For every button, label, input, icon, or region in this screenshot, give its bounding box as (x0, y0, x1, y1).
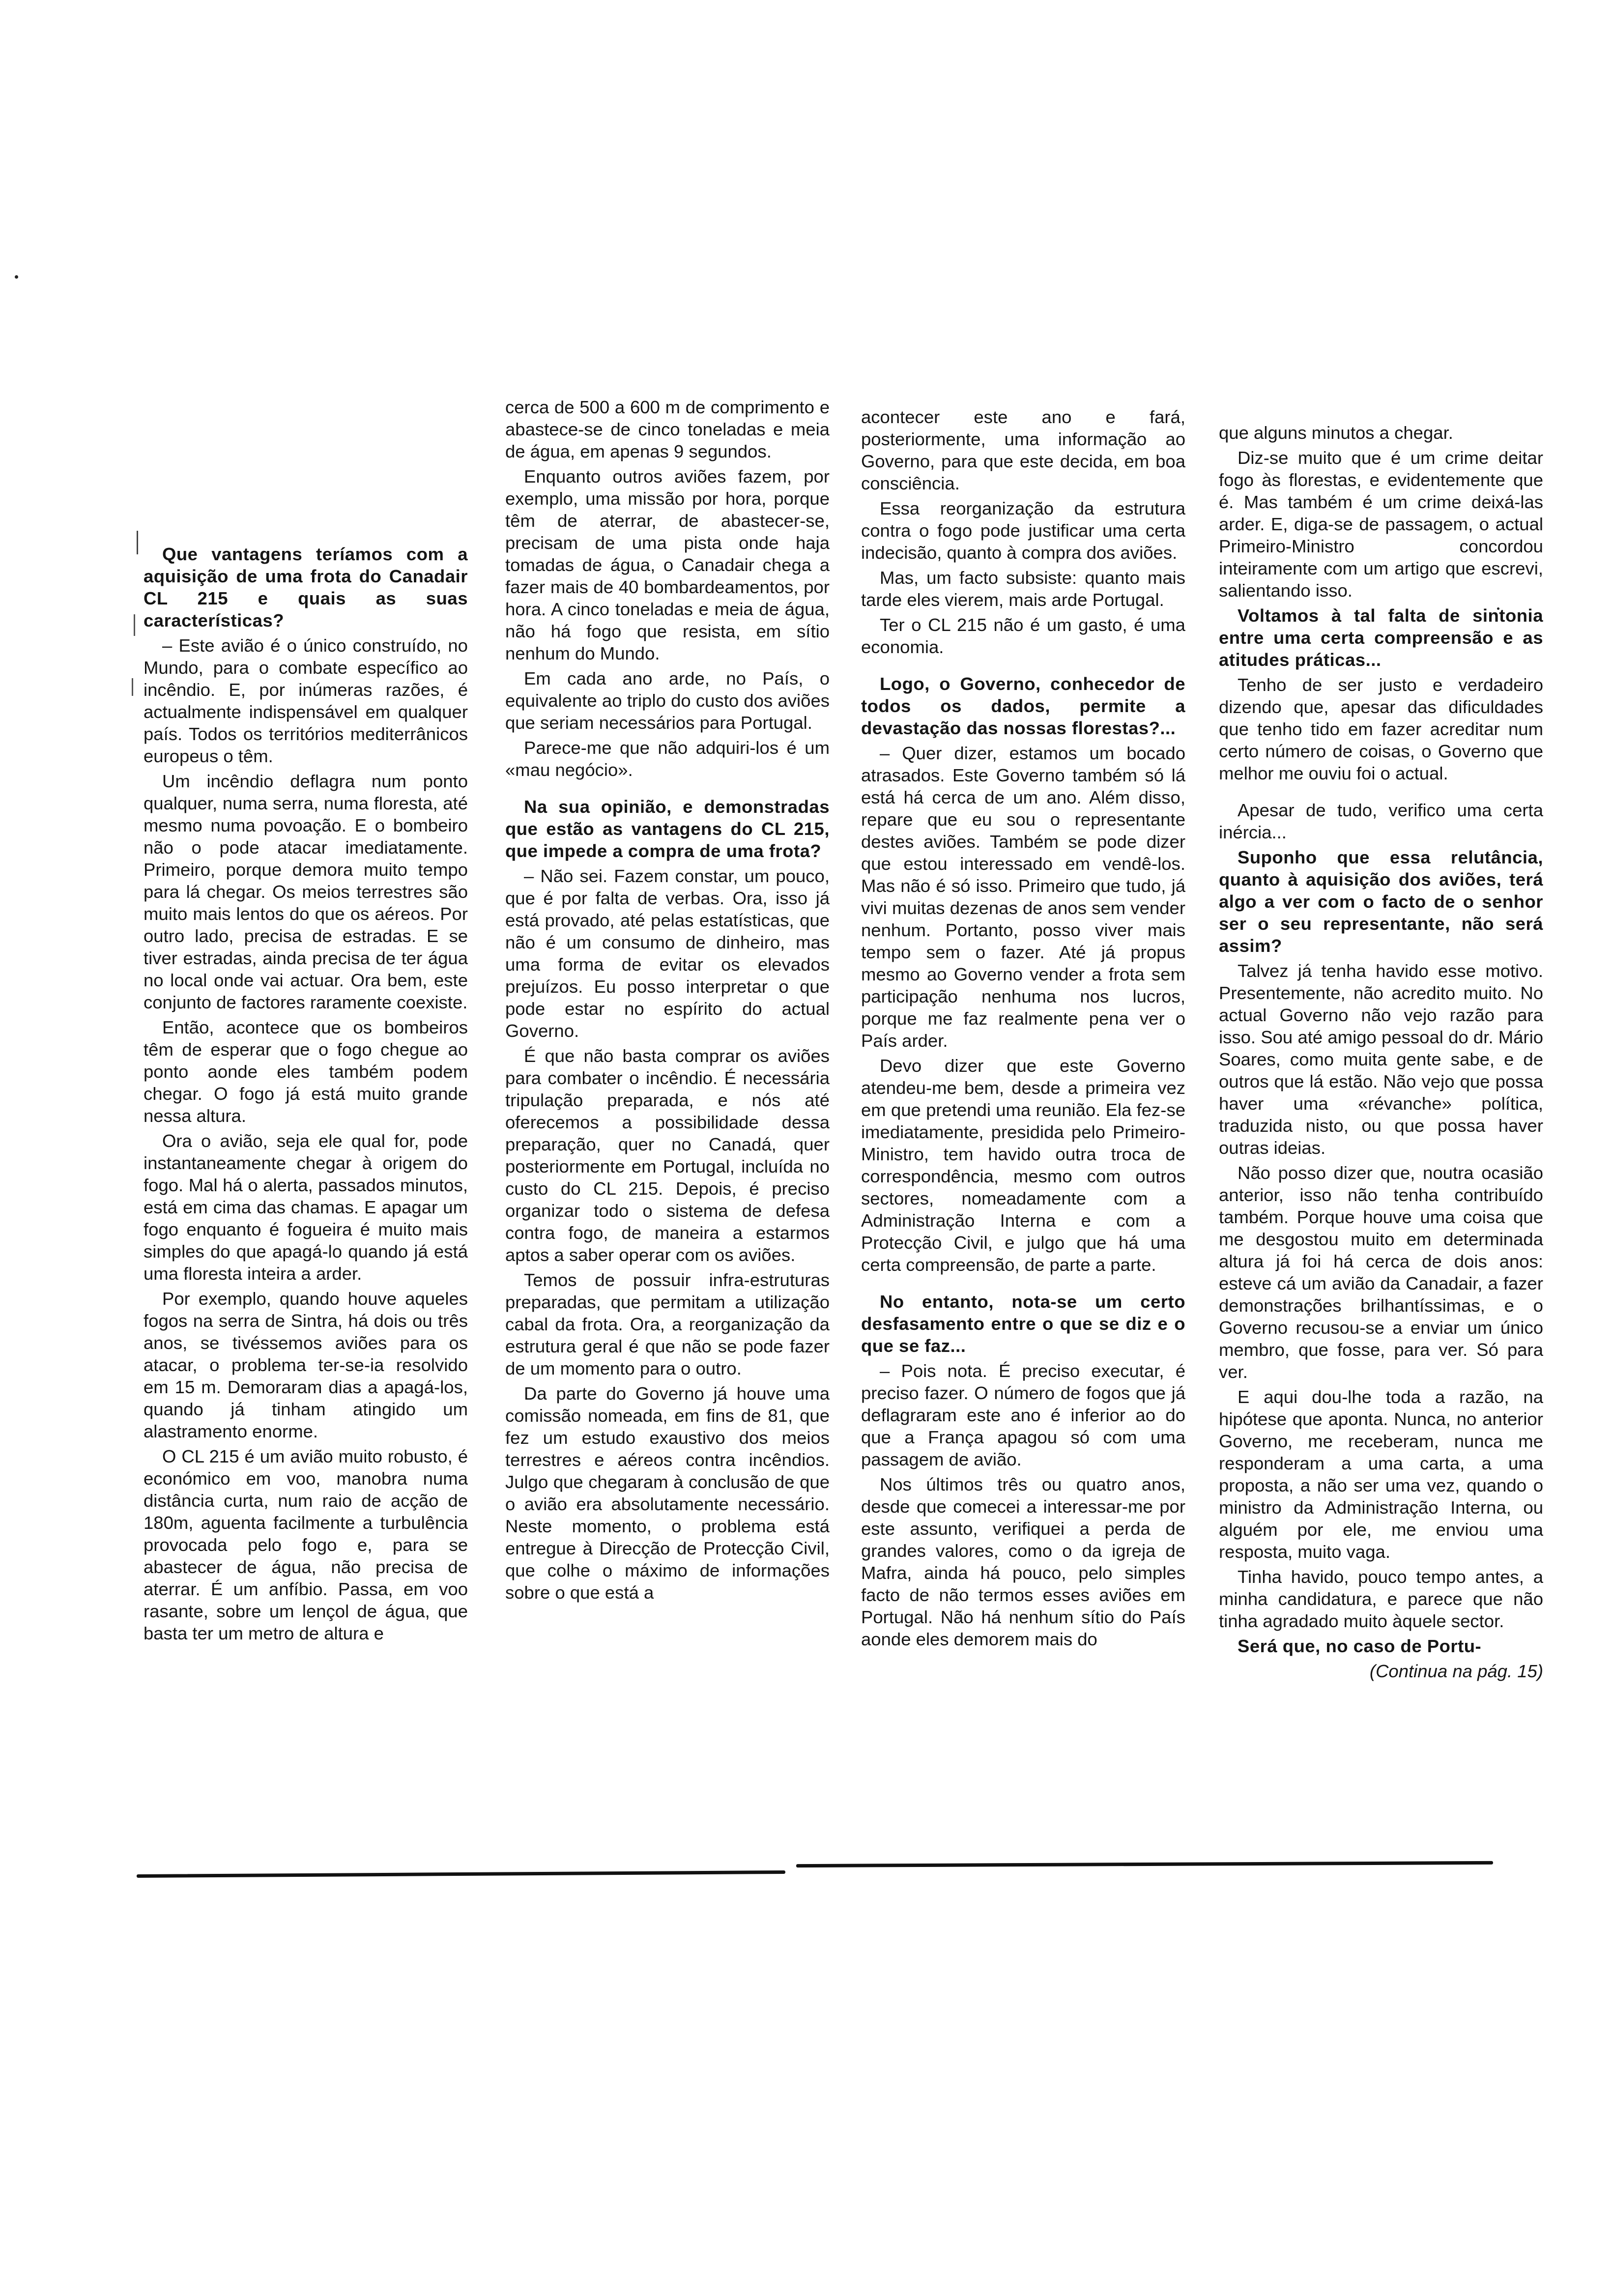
margin-mark (134, 614, 135, 636)
answer-paragraph: E aqui dou-lhe toda a razão, na hipótese que aponta. Nunca, no anterior Governo, me receberam, nunca me responderam a uma carta, a uma proposta, a não ser uma vez, quando o ministro da Administração Interna, ou alguém por ele, me enviou uma resposta, muito vaga. (1219, 1387, 1543, 1562)
answer-paragraph: Por exemplo, quando houve aqueles fogos na serra de Sintra, há dois ou três anos, se tivéssemos aviões para os atacar, o problema ter-se-ia resolvido em 15 m. Demoraram dias a apagá-los, quando já tinham atingido um alastramento enorme. (144, 1289, 468, 1441)
answer-paragraph: acontecer este ano e fará, posteriormente, uma informação ao Governo, para que este decida, em boa consciência. (861, 407, 1185, 493)
answer-paragraph: Um incêndio deflagra num ponto qualquer, numa serra, numa floresta, até mesmo numa povoação. E o bombeiro não o pode atacar imediatamente. Primeiro, porque demora muito tempo para lá chegar. Os meios terrestres são muito mais lentos do que os aéreos. Por outro lado, precisa de estradas. E se tiver estradas, ainda precisa de ter água no local onde vai actuar. Ora bem, este conjunto de factores raramente coexiste. (144, 771, 468, 1012)
answer-paragraph: Ter o CL 215 não é um gasto, é uma economia. (861, 615, 1185, 657)
answer-paragraph: Essa reorganização da estrutura contra o fogo pode justificar uma certa indecisão, quanto à compra dos aviões. (861, 498, 1185, 563)
interview-question: Voltamos à tal falta de sintonia entre uma certa compreensão e as atitudes práticas... (1219, 605, 1543, 670)
margin-mark (137, 531, 138, 554)
answer-paragraph: – Este avião é o único construído, no Mundo, para o combate específico ao incêndio. E, por inúmeras razões, é actualmente indispensável em qualquer país. Todos os territórios mediterrânicos europeus o têm. (144, 635, 468, 766)
answer-paragraph: – Não sei. Fazem constar, um pouco, que é por falta de verbas. Ora, isso já está provado, até pelas estatísticas, que não é um consumo de dinheiro, mas uma forma de evitar os elevados prejuízos. Eu posso interpretar o que pode estar no espírito do actual Governo. (505, 866, 830, 1041)
answer-paragraph: Enquanto outros aviões fazem, por exemplo, uma missão por hora, porque têm de aterrar, de abastecer-se, precisam de uma pista onde haja tomadas de água, o Canadair chega a fazer mais de 40 bombardeamentos, por hora. A cinco toneladas e meia de água, não há fogo que resista, em sítio nenhum do Mundo. (505, 466, 830, 663)
answer-paragraph: Da parte do Governo já houve uma comissão nomeada, em fins de 81, que fez um estudo exaustivo dos meios terrestres e aéreos contra incêndios. Julgo que chegaram à conclusão de que o avião era absolutamente necessário. Neste momento, o problema está entregue à Direcção de Protecção Civil, que colhe o máximo de informações sobre o que está a (505, 1383, 830, 1603)
answer-paragraph: Não posso dizer que, noutra ocasião anterior, isso não tenha contribuído também. Porque houve uma coisa que me desgostou muito em determinada altura já foi há cerca de dois anos: esteve cá um avião da Canadair, a fazer demonstrações brilhantíssimas, e o Governo recusou-se a enviar um único membro, que fosse, para ver. Só para ver. (1219, 1163, 1543, 1382)
answer-paragraph: Tinha havido, pouco tempo antes, a minha candidatura, e parece que não tinha agradado muito àquele sector. (1219, 1567, 1543, 1631)
answer-paragraph: cerca de 500 a 600 m de comprimento e abastece-se de cinco toneladas e meia de água, em apenas 9 segundos. (505, 397, 830, 461)
answer-paragraph: Devo dizer que este Governo atendeu-me bem, desde a primeira vez em que pretendi uma reunião. Ela fez-se imediatamente, presidida pelo Primeiro-Ministro, tem havido outra troca de correspondência, mesmo com outros sectores, nomeadamente com a Administração Interna e com a Protecção Civil, e julgo que há uma certa compreensão, de parte a parte. (861, 1056, 1185, 1275)
continuation-note: (Continua na pág. 15) (1369, 1661, 1543, 1681)
interview-question: Na sua opinião, e demonstradas que estão as vantagens do CL 215, que impede a compra de uma frota? (505, 797, 830, 861)
answer-paragraph: Temos de possuir infra-estruturas preparadas, que permitam a utilização cabal da frota. Ora, a reorganização da estrutura geral é que não se pode fazer de um momento para o outro. (505, 1270, 830, 1378)
interview-question: Será que, no caso de Portu- (1238, 1636, 1482, 1656)
answer-paragraph: Diz-se muito que é um crime deitar fogo às florestas, e evidentemente que é. Mas também é um crime deixá-las arder. E, diga-se de passagem, o actual Primeiro-Ministro concordou inteiramente com um artigo que escrevi, salientando isso. (1219, 448, 1543, 601)
answer-paragraph: que alguns minutos a chegar. (1219, 423, 1453, 443)
answer-paragraph: Tenho de ser justo e verdadeiro dizendo que, apesar das dificuldades que tenho tido em fazer acreditar num certo número de coisas, o Governo que melhor me ouviu foi o actual. (1219, 675, 1543, 783)
article-column-3 (861, 406, 1185, 1653)
answer-paragraph: Apesar de tudo, verifico uma certa inércia... (1219, 800, 1543, 842)
interview-question: Logo, o Governo, conhecedor de todos os dados, permite a devastação das nossas florestas?... (861, 674, 1185, 738)
bottom-rule-right (796, 1861, 1493, 1867)
interview-question: No entanto, nota-se um certo desfasamento entre o que se diz e o que se faz... (861, 1292, 1185, 1356)
answer-paragraph: É que não basta comprar os aviões para combater o incêndio. É necessária tripulação preparada, e nós até oferecemos a possibilidade dessa preparação, quer no Canadá, quer posteriormente em Portugal, incluída no custo do CL 215. Depois, é preciso organizar todo o sistema de defesa contra fogo, de maneira a estarmos aptos a saber operar com os aviões. (505, 1046, 830, 1265)
answer-paragraph: Nos últimos três ou quatro anos, desde que comecei a interessar-me por este assunto, verifiquei a perda de grandes valores, como o da igreja de Mafra, ainda há pouco, pelo simples facto de não termos esses aviões em Portugal. Não há nenhum sítio do País aonde eles demorem mais do (861, 1474, 1185, 1649)
answer-paragraph: Em cada ano arde, no País, o equivalente ao triplo do custo dos aviões que seriam necessários para Portugal. (505, 668, 830, 733)
margin-mark (132, 678, 133, 696)
bottom-rule-left (137, 1870, 785, 1878)
article-column-4 (1219, 422, 1543, 1685)
answer-paragraph: – Quer dizer, estamos um bocado atrasados. Este Governo também só lá está há cerca de um ano. Além disso, repare que eu sou o representante destes aviões. Também se pode dizer que estou interessado em vendê-los. Mas não é só isso. Primeiro que tudo, já vivi muitas dezenas de anos sem vender nenhum. Portanto, posso viver mais tempo sem o fazer. Até já propus mesmo ao Governo vender a frota sem participação nenhuma nos lucros, porque me faz realmente pena ver o País arder. (861, 743, 1185, 1051)
scan-speck (15, 275, 18, 279)
article-column-2 (505, 396, 830, 1607)
answer-paragraph: O CL 215 é um avião muito robusto, é económico em voo, manobra numa distância curta, num raio de acção de 180m, aguenta facilmente a turbulência provocada pelo fogo e, para se abastecer de água, não precisa de aterrar. É um anfíbio. Passa, em voo rasante, sobre um lençol de água, que basta ter um metro de altura e (144, 1446, 468, 1643)
answer-paragraph: Mas, um facto subsiste: quanto mais tarde eles vierem, mais arde Portugal. (861, 568, 1185, 610)
article-column-1 (144, 543, 468, 1647)
answer-paragraph: Então, acontece que os bombeiros têm de esperar que o fogo chegue ao ponto aonde eles também podem chegar. O fogo já está muito grande nessa altura. (144, 1017, 468, 1126)
answer-paragraph: – Pois nota. É preciso executar, é preciso fazer. O número de fogos que já deflagraram este ano é inferior ao do que a França apagou só com uma passagem de avião. (861, 1361, 1185, 1469)
answer-paragraph: Ora o avião, seja ele qual for, pode instantaneamente chegar à origem do fogo. Mal há o alerta, passados minutos, está em cima das chamas. E apagar um fogo enquanto é fogueira é muito mais simples do que apagá-lo quando já está uma floresta inteira a arder. (144, 1131, 468, 1284)
answer-paragraph: Parece-me que não adquiri-los é um «mau negócio». (505, 738, 830, 780)
interview-question: Suponho que essa relutância, quanto à aquisição dos aviões, terá algo a ver com o facto de o senhor ser o seu representante, não será assim? (1219, 847, 1543, 956)
answer-paragraph: Talvez já tenha havido esse motivo. Presentemente, não acredito muito. No actual Governo não vejo razão para isso. Sou até amigo pessoal do dr. Mário Soares, como muita gente sabe, e de outros que lá estão. Não vejo que possa haver uma «révanche» política, traduzida nisto, ou que possa haver outras ideias. (1219, 961, 1543, 1158)
interview-question: Que vantagens teríamos com a aquisição de uma frota do Canadair CL 215 e quais as suas características? (144, 544, 468, 631)
